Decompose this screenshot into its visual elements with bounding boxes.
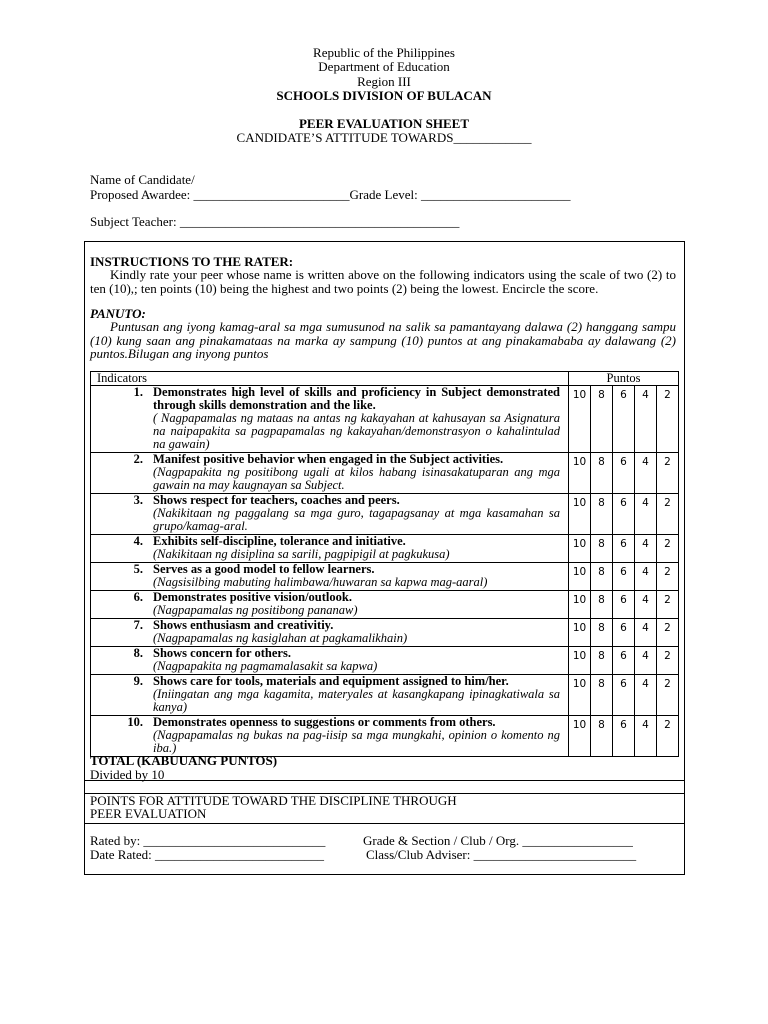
indicator-number: 10. [127, 715, 143, 729]
score-value: 2 [664, 566, 671, 578]
score-option[interactable] [613, 675, 635, 716]
score-option[interactable] [635, 716, 657, 757]
score-option[interactable] [569, 494, 591, 535]
score-option[interactable] [613, 647, 635, 675]
score-value: 8 [598, 650, 605, 662]
score-value: 2 [664, 650, 671, 662]
points-label-2: PEER EVALUATION [90, 806, 207, 821]
score-option[interactable] [569, 591, 591, 619]
score-option[interactable] [635, 647, 657, 675]
table-row [91, 716, 679, 757]
score-option[interactable] [657, 386, 679, 453]
score-value: 6 [620, 538, 627, 550]
score-option[interactable] [569, 535, 591, 563]
indicator-number: 7. [133, 618, 143, 632]
indicator-main: Manifest positive behavior when engaged in the Subject activities. [153, 452, 504, 466]
score-option[interactable] [635, 675, 657, 716]
score-option[interactable] [613, 563, 635, 591]
indicator-main: Demonstrates positive vision/outlook. [153, 590, 352, 604]
score-option[interactable] [657, 494, 679, 535]
score-value: 2 [664, 622, 671, 634]
score-value: 4 [642, 389, 649, 401]
score-option[interactable] [613, 619, 635, 647]
score-option[interactable] [591, 591, 613, 619]
score-value: 2 [664, 389, 671, 401]
indicator-translation: (Iniingatan ang mga kagamita, materyales at kasangkapang ipinagkatiwala sa kanya) [153, 687, 560, 714]
score-option[interactable] [591, 675, 613, 716]
score-option[interactable] [591, 535, 613, 563]
indicator-text [153, 647, 560, 673]
table-row [91, 563, 679, 591]
indicator-cell [91, 647, 569, 675]
score-value: 8 [598, 594, 605, 606]
table-row [91, 494, 679, 535]
score-value: 8 [598, 678, 605, 690]
score-option[interactable] [635, 453, 657, 494]
header-department: Department of Education [318, 59, 450, 74]
score-value: 8 [598, 719, 605, 731]
score-option[interactable] [569, 716, 591, 757]
total-label: TOTAL (KABUUANG PUNTOS) [90, 753, 278, 768]
score-value: 4 [642, 456, 649, 468]
indicator-main: Serves as a good model to fellow learners. [153, 562, 375, 576]
panuto-body: Puntusan ang iyong kamag-aral sa mga sumusunod na salik sa pamantayang dalawa (2) hanggang sampu (10) kung saan ang pinakamataas na marka ay sampung (10) puntos at ang pinakamababa ay dalawang (2) puntos.Bilugan ang inyong puntos [90, 319, 676, 361]
score-option[interactable] [591, 453, 613, 494]
score-value: 4 [642, 497, 649, 509]
indicator-translation: ( Nagpapamalas ng mataas na antas ng kakayahan at kahusayan sa Asignatura na naipapakita sa pagpapamalas ng kakayahan/demonstrasyon o kahalintulad na gawain) [153, 411, 560, 451]
indicator-translation: (Nagsisilbing mabuting halimbawa/huwaran sa kapwa mag-aaral) [153, 575, 488, 589]
indicator-main: Shows enthusiasm and creativitiy. [153, 618, 334, 632]
score-value: 8 [598, 566, 605, 578]
indicator-number: 4. [133, 534, 143, 548]
table-row [91, 535, 679, 563]
score-value: 10 [572, 719, 587, 731]
score-option[interactable] [635, 619, 657, 647]
score-option[interactable] [569, 386, 591, 453]
score-option[interactable] [657, 453, 679, 494]
score-option[interactable] [635, 563, 657, 591]
score-option[interactable] [657, 619, 679, 647]
score-value: 8 [598, 538, 605, 550]
indicator-cell [91, 591, 569, 619]
indicator-main: Exhibits self-discipline, tolerance and initiative. [153, 534, 406, 548]
instructions-body: Kindly rate your peer whose name is written above on the following indicators using the scale of two (2) to ten (10),; ten points (10) being the highest and two points (2) being the lowest. Encircle the score. [90, 267, 676, 296]
score-option[interactable] [657, 591, 679, 619]
indicator-text [153, 675, 560, 714]
score-value: 8 [598, 622, 605, 634]
score-value: 2 [664, 678, 671, 690]
panuto-heading: PANUTO: [90, 306, 146, 321]
indicator-number: 2. [133, 452, 143, 466]
divided-label: Divided by 10 [90, 767, 165, 782]
score-option[interactable] [613, 386, 635, 453]
score-option[interactable] [613, 453, 635, 494]
teacher-field: Subject Teacher: ___________________________________________ [90, 214, 460, 229]
score-option[interactable] [657, 563, 679, 591]
score-option[interactable] [613, 716, 635, 757]
score-option[interactable] [591, 386, 613, 453]
score-option[interactable] [591, 647, 613, 675]
indicator-text [153, 716, 560, 755]
score-value: 6 [620, 594, 627, 606]
score-value: 2 [664, 538, 671, 550]
score-value: 6 [620, 456, 627, 468]
indicator-cell [91, 563, 569, 591]
score-option[interactable] [635, 494, 657, 535]
score-value: 4 [642, 538, 649, 550]
indicator-cell [91, 386, 569, 453]
indicator-cell [91, 716, 569, 757]
score-value: 10 [572, 456, 587, 468]
score-value: 10 [572, 650, 587, 662]
indicator-translation: (Nakikitaan ng disiplina sa sarili, pagpipigil at pagkukusa) [153, 547, 450, 561]
name-label: Name of Candidate/ [90, 172, 195, 187]
awardee-field: Proposed Awardee: ________________________Grade Level: _______________________ [90, 187, 571, 202]
indicator-number: 6. [133, 590, 143, 604]
indicator-translation: (Nakikitaan ng paggalang sa mga guro, tagapagsanay at mga kasamahan sa grupo/kamag-aral. [153, 506, 560, 533]
divider [84, 780, 685, 781]
score-value: 4 [642, 719, 649, 731]
score-value: 8 [598, 389, 605, 401]
rated-by-field: Rated by: ____________________________ [90, 833, 326, 848]
indicator-translation: (Nagpapakita ng pagmamalasakit sa kapwa) [153, 659, 378, 673]
indicator-cell [91, 494, 569, 535]
indicator-translation: (Nagpapamalas ng positibong pananaw) [153, 603, 358, 617]
score-value: 2 [664, 594, 671, 606]
score-option[interactable] [635, 535, 657, 563]
score-value: 4 [642, 566, 649, 578]
score-value: 2 [664, 456, 671, 468]
indicator-main: Shows concern for others. [153, 646, 291, 660]
col-puntos: Puntos [569, 372, 679, 386]
indicator-text [153, 563, 560, 589]
score-option[interactable] [591, 494, 613, 535]
score-value: 10 [572, 594, 587, 606]
score-value: 6 [620, 650, 627, 662]
instructions-heading: INSTRUCTIONS TO THE RATER: [90, 254, 294, 269]
score-value: 4 [642, 678, 649, 690]
indicator-text [153, 535, 560, 561]
indicator-main: Demonstrates high level of skills and proficiency in Subject demonstrated through skills demonstration and the like. [153, 385, 560, 412]
score-value: 8 [598, 497, 605, 509]
indicator-cell [91, 453, 569, 494]
score-value: 10 [572, 678, 587, 690]
score-option[interactable] [591, 563, 613, 591]
score-option[interactable] [569, 563, 591, 591]
score-value: 6 [620, 389, 627, 401]
score-option[interactable] [613, 535, 635, 563]
table-row [91, 647, 679, 675]
score-value: 2 [664, 497, 671, 509]
score-value: 6 [620, 678, 627, 690]
indicator-text [153, 453, 560, 492]
score-value: 10 [572, 622, 587, 634]
score-option[interactable] [591, 619, 613, 647]
score-option[interactable] [569, 675, 591, 716]
indicator-main: Shows care for tools, materials and equipment assigned to him/her. [153, 674, 509, 688]
score-option[interactable] [591, 716, 613, 757]
score-value: 10 [572, 497, 587, 509]
grade-section-field: Grade & Section / Club / Org. _________________ [363, 833, 633, 848]
indicator-cell [91, 619, 569, 647]
score-value: 4 [642, 622, 649, 634]
score-value: 10 [572, 538, 587, 550]
score-option[interactable] [657, 716, 679, 757]
indicator-number: 1. [133, 385, 143, 399]
indicator-text [153, 591, 560, 617]
table-row [91, 675, 679, 716]
score-option[interactable] [635, 386, 657, 453]
indicator-text [153, 619, 560, 645]
score-value: 6 [620, 622, 627, 634]
score-value: 6 [620, 497, 627, 509]
score-value: 10 [572, 389, 587, 401]
indicator-main: Shows respect for teachers, coaches and peers. [153, 493, 400, 507]
page-title: PEER EVALUATION SHEET [298, 116, 469, 131]
score-option[interactable] [657, 647, 679, 675]
indicator-translation: (Nagpapakita ng positibong ugali at kilos habang isinasakatuparan ang mga gawain na may kaugnayan sa Subject. [153, 465, 560, 492]
score-option[interactable] [657, 535, 679, 563]
header-division: SCHOOLS DIVISION OF BULACAN [276, 88, 492, 103]
table-row [91, 591, 679, 619]
score-value: 4 [642, 650, 649, 662]
indicator-translation: (Nagpapamalas ng kasiglahan at pagkamalikhain) [153, 631, 408, 645]
col-indicators: Indicators [91, 372, 569, 386]
header-republic: Republic of the Philippines [313, 45, 455, 60]
page-subtitle: CANDIDATE’S ATTITUDE TOWARDS____________ [236, 130, 532, 145]
score-option[interactable] [613, 494, 635, 535]
date-rated-field: Date Rated: __________________________ [90, 847, 324, 862]
indicator-number: 3. [133, 493, 143, 507]
indicator-main: Demonstrates openness to suggestions or comments from others. [153, 715, 496, 729]
score-option[interactable] [635, 591, 657, 619]
score-value: 4 [642, 594, 649, 606]
indicator-cell [91, 675, 569, 716]
indicator-text [153, 494, 560, 533]
indicators-table [90, 371, 679, 757]
score-option[interactable] [569, 453, 591, 494]
header-region: Region III [357, 74, 411, 89]
score-option[interactable] [657, 675, 679, 716]
table-row [91, 453, 679, 494]
indicator-number: 5. [133, 562, 143, 576]
score-value: 8 [598, 456, 605, 468]
score-value: 10 [572, 566, 587, 578]
indicator-translation: (Nagpapamalas ng bukas na pag-iisip sa mga mungkahi, opinion o komento ng iba.) [153, 728, 560, 755]
table-row [91, 386, 679, 453]
points-label-1: POINTS FOR ATTITUDE TOWARD THE DISCIPLINE THROUGH [90, 793, 457, 808]
adviser-field: Class/Club Adviser: _________________________ [366, 847, 637, 862]
divider [84, 823, 685, 824]
score-value: 6 [620, 566, 627, 578]
indicator-cell [91, 535, 569, 563]
indicator-number: 8. [133, 646, 143, 660]
score-option[interactable] [613, 591, 635, 619]
indicator-number: 9. [133, 674, 143, 688]
score-option[interactable] [569, 619, 591, 647]
score-value: 6 [620, 719, 627, 731]
score-value: 2 [664, 719, 671, 731]
indicator-text [153, 386, 560, 451]
score-option[interactable] [569, 647, 591, 675]
table-row [91, 619, 679, 647]
